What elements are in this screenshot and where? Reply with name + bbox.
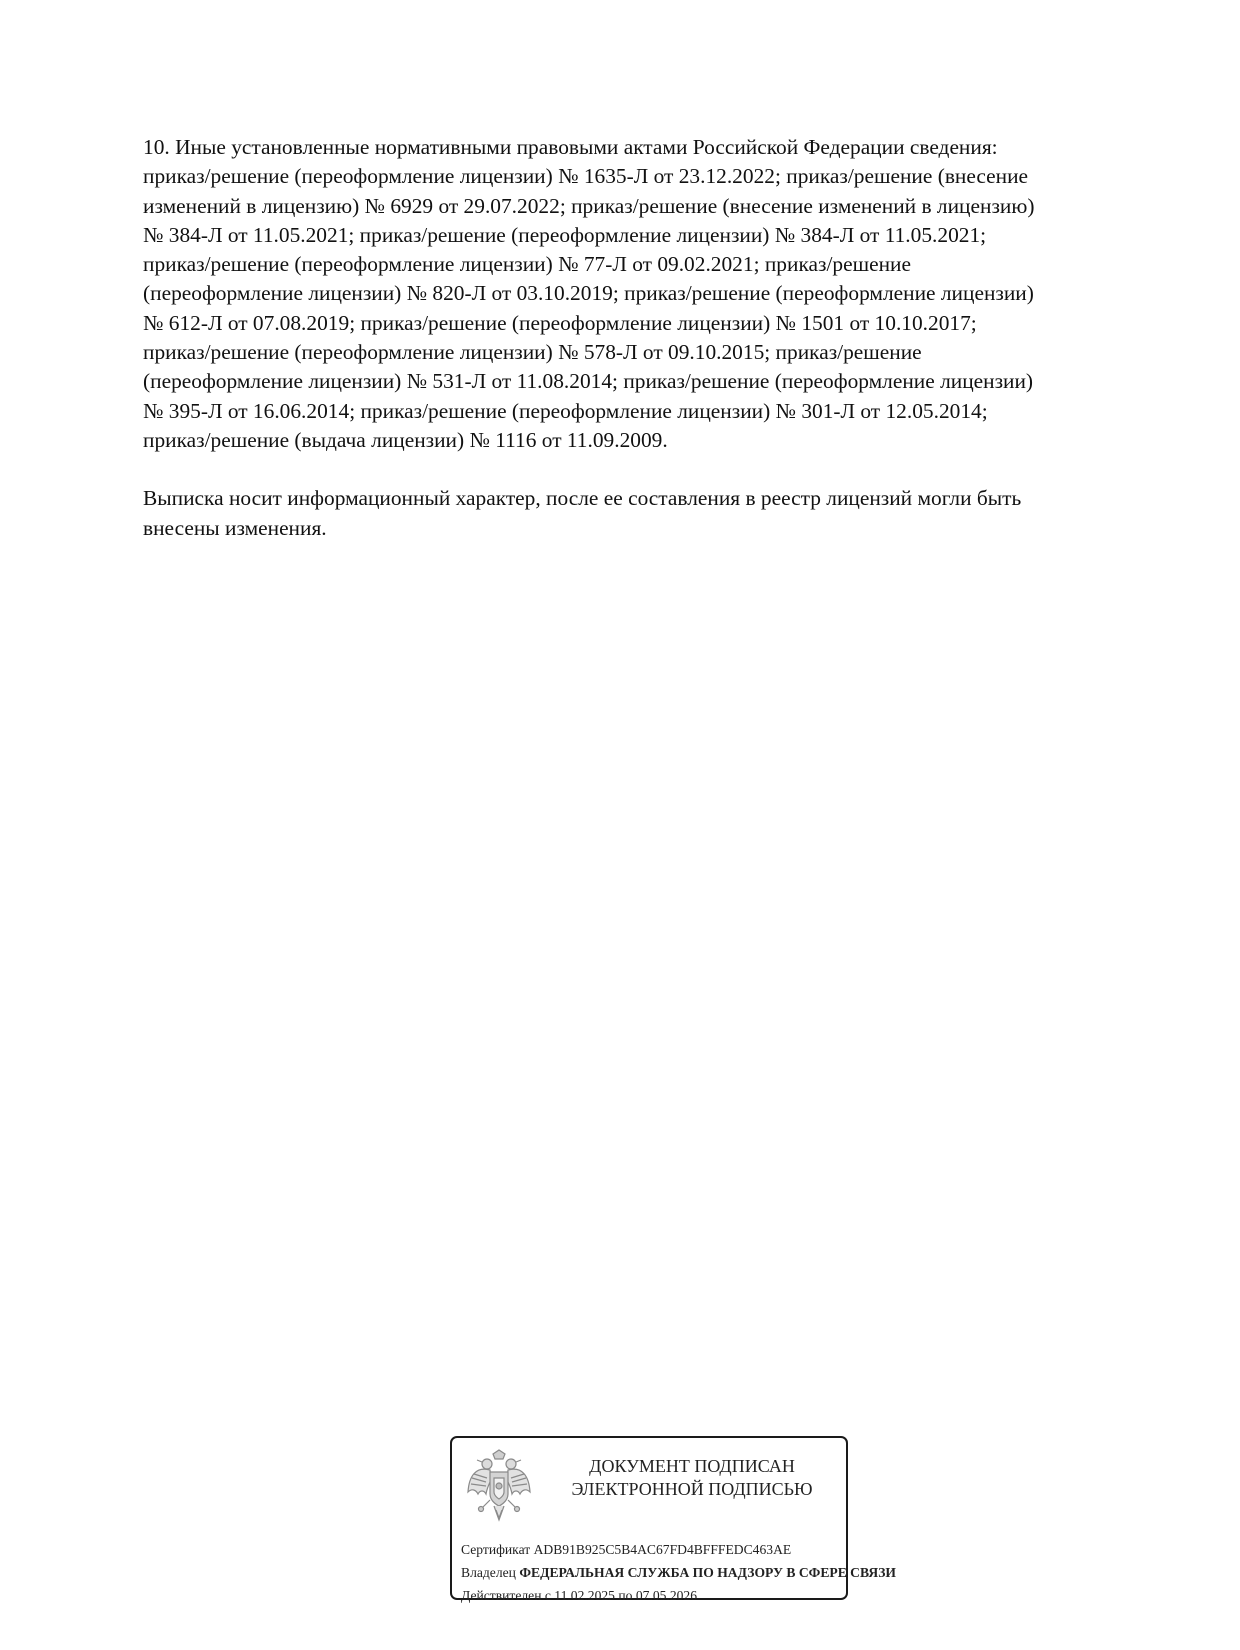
text-line: (переоформление лицензии) № 820-Л от 03.10.2019; приказ/решение (переоформление лицензии) <box>143 281 1034 306</box>
text-line: приказ/решение (переоформление лицензии) № 77-Л от 09.02.2021; приказ/решение <box>143 252 911 277</box>
text-line: внесены изменения. <box>143 515 327 540</box>
validity-row: Действителен с 11.02.2025 по 07.05.2026 <box>461 1588 698 1603</box>
owner-label: Владелец <box>461 1565 516 1580</box>
certificate-row <box>461 1538 896 1561</box>
certificate-value: ADB91B925C5B4AC67FD4BFFFEDC463AE <box>533 1542 792 1557</box>
stamp-title-line: ЭЛЕКТРОННОЙ ПОДПИСЬЮ <box>571 1479 813 1499</box>
russian-coat-of-arms-icon <box>466 1448 532 1528</box>
paragraph-disclaimer <box>143 484 1163 543</box>
stamp-title <box>552 1455 832 1501</box>
text-line: № 384-Л от 11.05.2021; приказ/решение (переоформление лицензии) № 384-Л от 11.05.2021; <box>143 222 987 247</box>
text-line: (переоформление лицензии) № 531-Л от 11.08.2014; приказ/решение (переоформление лицензии) <box>143 369 1034 394</box>
text-line: изменений в лицензию) № 6929 от 29.07.2022; приказ/решение (внесение изменений в лицензию) <box>143 193 1035 218</box>
stamp-details <box>461 1538 896 1607</box>
electronic-signature-stamp <box>450 1436 896 1603</box>
owner-row <box>461 1561 896 1584</box>
certificate-label: Сертификат <box>461 1542 531 1557</box>
text-line: приказ/решение (выдача лицензии) № 1116 от 11.09.2009. <box>143 427 668 452</box>
text-line: № 395-Л от 16.06.2014; приказ/решение (переоформление лицензии) № 301-Л от 12.05.2014; <box>143 398 988 423</box>
stamp-title-line: ДОКУМЕНТ ПОДПИСАН <box>589 1456 795 1476</box>
text-line: приказ/решение (переоформление лицензии) № 578-Л от 09.10.2015; приказ/решение <box>143 340 922 365</box>
owner-value: ФЕДЕРАЛЬНАЯ СЛУЖБА ПО НАДЗОРУ В СФЕРЕ СВЯЗИ <box>519 1565 896 1580</box>
text-line: 10. Иные установленные нормативными правовыми актами Российской Федерации сведения: <box>143 135 998 159</box>
paragraph-other-info <box>143 133 1163 455</box>
text-line: приказ/решение (переоформление лицензии) № 1635-Л от 23.12.2022; приказ/решение (внесение <box>143 164 1029 189</box>
document-body <box>143 133 1163 543</box>
text-line: Выписка носит информационный характер, после ее составления в реестр лицензий могли быть <box>143 486 1022 511</box>
text-line: № 612-Л от 07.08.2019; приказ/решение (переоформление лицензии) № 1501 от 10.10.2017; <box>143 310 977 335</box>
